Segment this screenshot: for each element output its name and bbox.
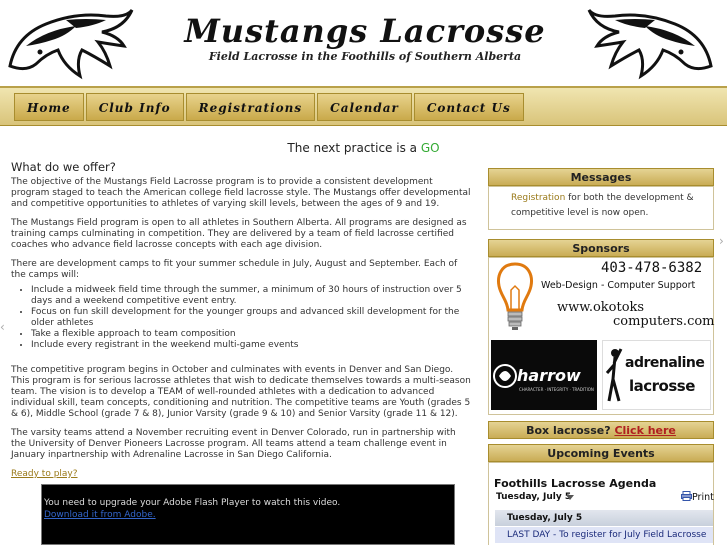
box-lacrosse-banner: [488, 421, 714, 439]
list-item: • Include a midweek field time through the summer, a minimum of 30 hours of instruction over 5 days and a weekend competitive event entry.: [31, 285, 473, 307]
sponsor-url-suffix: computers.com: [613, 314, 715, 329]
calendar-day-header: Tuesday, July 5: [495, 510, 713, 526]
list-item: • Focus on fun skill development for the younger groups and advanced skill development for the older athletes: [31, 307, 473, 329]
mustang-logo-left: [6, 6, 136, 80]
nav-home[interactable]: Home: [14, 93, 84, 121]
download-flash-link[interactable]: Download it from Adobe.: [44, 510, 156, 520]
messages-header: Messages: [488, 168, 714, 186]
message-body: for both the development & competitive level is now open.: [511, 193, 694, 218]
nav-club-info[interactable]: Club Info: [86, 93, 184, 121]
lightbulb-icon: [495, 260, 535, 334]
sponsor-phone: 403-478-6382: [601, 260, 703, 276]
camp-list: [11, 285, 473, 351]
main-content: [11, 162, 473, 488]
adrenaline-line2: lacrosse: [629, 377, 695, 395]
flash-video-placeholder: [41, 484, 455, 545]
box-lacrosse-link[interactable]: Click here: [614, 424, 676, 437]
practice-prefix: The next practice is a: [287, 141, 418, 155]
box-lacrosse-label: Box lacrosse?: [526, 424, 611, 437]
site-header: [0, 0, 727, 88]
content-paragraph: The competitive program begins in October and culminates with events in Denver and San Diego. This program is for serious lacrosse athletes that wish to dedicate themselves towards a multi-season team. The vision is to develop a TEAM of well-rounded athletes with a dedication to advanced individual skill, team concepts, conditioning and nutrition. The competitive teams are Youth (grades 5 & 6), Middle School (grade 7 & 8), Junior Varsity (grade 9 & 10) and Senior Varsity (grade 11 & 12).: [11, 365, 471, 419]
content-heading: What do we offer?: [11, 160, 116, 174]
adrenaline-line1: adrenaline: [625, 355, 705, 371]
list-item: • Take a flexible approach to team composition: [31, 329, 473, 340]
ready-to-play-link[interactable]: Ready to play?: [11, 469, 78, 479]
flash-message: You need to upgrade your Adobe Flash Player to watch this video.: [44, 498, 341, 508]
main-nav: [14, 93, 526, 121]
content-paragraph: The objective of the Mustangs Field Lacrosse program is to provide a consistent development program staged to teach the American college field lacrosse style. The Mustangs offer developmental and competitive opportunities to athletes of varying skill levels, between the ages of 9 and 19.: [11, 177, 471, 209]
nav-calendar[interactable]: Calendar: [317, 93, 412, 121]
sponsor-okotoks-computers[interactable]: [491, 258, 715, 334]
sponsors-header: Sponsors: [488, 239, 714, 257]
content-paragraph: There are development camps to fit your summer schedule in July, August and September. Each of the camps will:: [11, 259, 458, 280]
lacrosse-player-icon: [605, 345, 625, 405]
messages-box: [488, 186, 714, 230]
practice-status: [0, 141, 727, 155]
chevron-right-icon[interactable]: ›: [719, 234, 724, 248]
site-title: Mustangs Lacrosse: [184, 12, 546, 50]
harrow-tagline: CHARACTER · INTEGRITY · TRADITION: [519, 387, 594, 392]
upcoming-events-header: Upcoming Events: [488, 444, 714, 462]
calendar-print-button[interactable]: [681, 491, 714, 503]
sponsor-harrow[interactable]: [491, 340, 597, 410]
sponsor-url: [557, 300, 644, 315]
chevron-down-icon[interactable]: [566, 495, 574, 500]
nav-registrations[interactable]: Registrations: [186, 93, 316, 121]
harrow-name: harrow: [517, 366, 581, 385]
sponsor-url-prefix: www.okotoks: [557, 300, 645, 315]
content-paragraph: The Mustangs Field program is open to all athletes in Southern Alberta. All programs are designed as training camps culminating in competition. They are delivered by a team of field lacrosse certified coaches who advance field lacrosse concepts with each age division.: [11, 218, 467, 250]
calendar-event[interactable]: LAST DAY - To register for July Field Lacrosse: [495, 527, 713, 543]
registration-link[interactable]: Registration: [511, 193, 566, 203]
site-subtitle: Field Lacrosse in the Foothills of Southern Alberta: [208, 50, 522, 63]
calendar-title: Foothills Lacrosse Agenda: [494, 477, 657, 490]
chevron-left-icon[interactable]: ‹: [0, 320, 5, 334]
message-text: [489, 187, 713, 221]
print-label: Print: [692, 492, 714, 503]
practice-go: GO: [420, 141, 440, 155]
sponsor-services: Web-Design - Computer Support: [541, 280, 696, 291]
printer-icon: [681, 491, 692, 501]
content-paragraph: The varsity teams attend a November recruiting event in Denver Colorado, run in partnership with the University of Denver Pioneers Lacrosse program. All teams attend a team challenge event in January inpartnership with Adrenaline Lacrosse in San Diego California.: [11, 428, 456, 460]
nav-contact-us[interactable]: Contact Us: [414, 93, 524, 121]
mustang-logo-right: [585, 6, 715, 80]
calendar-date-selector[interactable]: Tuesday, July 5: [496, 492, 572, 502]
sponsor-adrenaline-lacrosse[interactable]: [602, 340, 711, 410]
list-item: • Include every registrant in the weekend multi-game events: [31, 340, 473, 351]
